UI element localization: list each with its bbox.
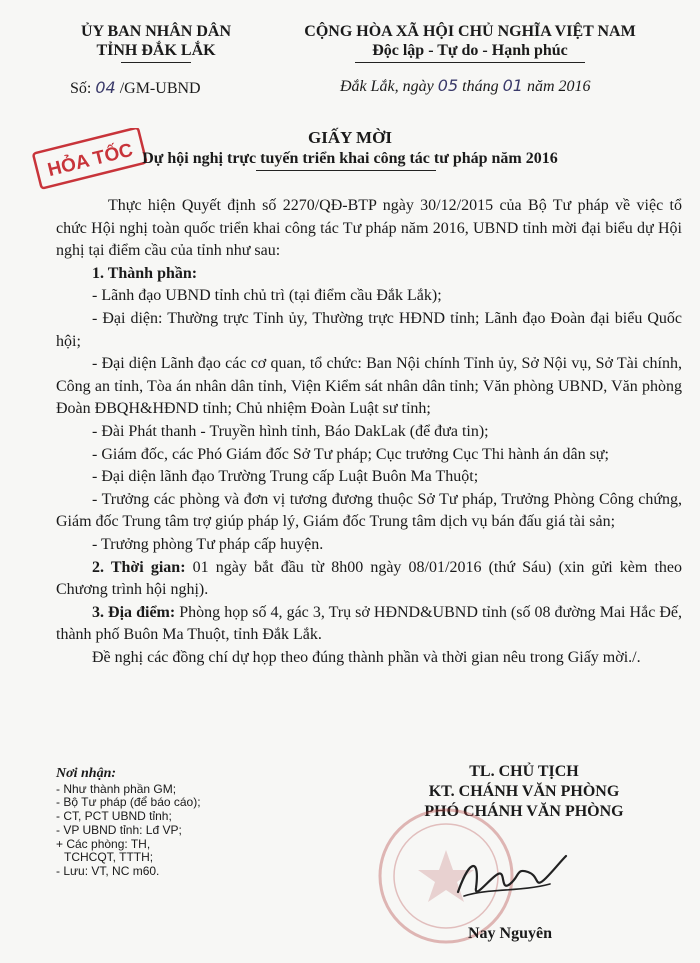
authority-line-2: TỈNH ĐẮK LẮK — [96, 42, 216, 59]
attendee-item: - Đại diện Lãnh đạo các cơ quan, tổ chức: Ban Nội chính Tỉnh ủy, Sở Nội vụ, Sở Tài chính, Công an tỉnh, Tòa án nhân dân tỉnh, Viện Kiểm sát nhân dân tỉnh; Văn phòng UBND, Văn phòng Đoàn ĐBQH&HĐND tỉnh; Chủ nhiệm Đoàn Luật sư tỉnh; — [56, 355, 682, 418]
date-month: 01 — [502, 76, 523, 95]
signature-line-2: KT. CHÁNH VĂN PHÒNG — [428, 783, 620, 800]
date-month-label: tháng — [462, 78, 499, 95]
recipient-item: - CT, PCT UBND tỉnh; — [56, 809, 172, 824]
section-1-heading: 1. Thành phần: — [92, 264, 198, 282]
recipient-item: TCHCQT, TTTH; — [64, 850, 154, 865]
national-motto — [270, 22, 670, 63]
recipients-heading: Nơi nhận: — [56, 766, 117, 781]
attendee-item: - Trưởng phòng Tư pháp cấp huyện. — [92, 535, 324, 553]
authority-line-1: ỦY BAN NHÂN DÂN — [80, 23, 232, 40]
subtitle-underline — [256, 170, 436, 171]
recipient-item: - VP UBND tỉnh: Lđ VP; — [56, 822, 182, 837]
signer-name: Nay Nguyên — [467, 925, 552, 942]
signature-line-1: TL. CHỦ TỊCH — [469, 763, 579, 780]
doc-number-handwritten: 04 — [95, 78, 116, 97]
motto: Độc lập - Tự do - Hạnh phúc — [372, 42, 568, 59]
handwritten-signature — [450, 848, 570, 908]
urgent-stamp-text: HỎA TỐC — [45, 139, 136, 182]
closing-paragraph: Đề nghị các đồng chí dự họp theo đúng thành phần và thời gian nêu trong Giấy mời./. — [92, 648, 641, 666]
attendee-item: - Lãnh đạo UBND tỉnh chủ trì (tại điểm cầu Đắk Lắk); — [92, 287, 442, 305]
attendee-item: - Đài Phát thanh - Truyền hình tỉnh, Báo DakLak (để đưa tin); — [92, 422, 489, 440]
doc-number-suffix: /GM-UBND — [119, 80, 201, 97]
recipient-item: + Các phòng: TH, — [56, 836, 151, 851]
document-body — [56, 195, 682, 669]
date-line — [340, 76, 591, 96]
section-3-location: 3. Địa điểm: Phòng họp số 4, gác 3, Trụ sở HĐND&UBND tỉnh (số 08 đường Mai Hắc Đế, thành phố Buôn Ma Thuột, tỉnh Đắk Lắk. — [56, 603, 682, 644]
attendee-item: - Giám đốc, các Phó Giám đốc Sở Tư pháp; Cục trưởng Cục Thi hành án dân sự; — [92, 445, 609, 463]
authority-underline — [121, 62, 191, 63]
date-year: năm 2016 — [526, 78, 591, 95]
document-subtitle: Dự hội nghị trực tuyến triển khai công tác tư pháp năm 2016 — [142, 150, 558, 167]
section-2-time: 2. Thời gian: 01 ngày bắt đầu từ 8h00 ngày 08/01/2016 (thứ Sáu) (xin gửi kèm theo Chương trình hội nghị). — [56, 558, 682, 599]
recipient-item: - Lưu: VT, NC m60. — [56, 863, 160, 878]
document-title: GIẤY MỜI — [308, 128, 392, 147]
signature-line-3: PHÓ CHÁNH VĂN PHÒNG — [424, 803, 624, 820]
document-number — [70, 78, 201, 98]
attendee-item: - Đại diện: Thường trực Tỉnh ủy, Thường trực HĐND tỉnh; Lãnh đạo Đoàn đại biểu Quốc hội; — [56, 309, 682, 350]
date-place: Đắk Lắk, ngày — [340, 78, 434, 95]
recipients-block — [56, 767, 286, 879]
recipient-item: - Như thành phần GM; — [56, 781, 177, 796]
motto-underline — [355, 62, 585, 63]
recipient-item: - Bộ Tư pháp (để báo cáo); — [56, 795, 201, 810]
doc-number-prefix: Số: — [70, 80, 92, 97]
attendee-item: - Trưởng các phòng và đơn vị tương đương thuộc Sở Tư pháp, Trưởng Phòng Công chứng, Giám đốc Trung tâm trợ giúp pháp lý, Giám đốc Trung tâm dịch vụ bán đấu giá tài sản; — [56, 490, 682, 531]
issuing-authority — [56, 22, 256, 63]
nation-name: CỘNG HÒA XÃ HỘI CHỦ NGHĨA VIỆT NAM — [304, 23, 636, 40]
intro-paragraph: Thực hiện Quyết định số 2270/QĐ-BTP ngày 30/12/2015 của Bộ Tư pháp về việc tổ chức Hội nghị toàn quốc triển khai công tác Tư pháp năm 2016, UBND tỉnh mời đại biểu dự Hội nghị tại điểm cầu của tỉnh như sau: — [56, 197, 682, 260]
attendee-item: - Đại diện lãnh đạo Trường Trung cấp Luật Buôn Ma Thuột; — [92, 468, 479, 486]
date-day: 05 — [437, 76, 459, 95]
